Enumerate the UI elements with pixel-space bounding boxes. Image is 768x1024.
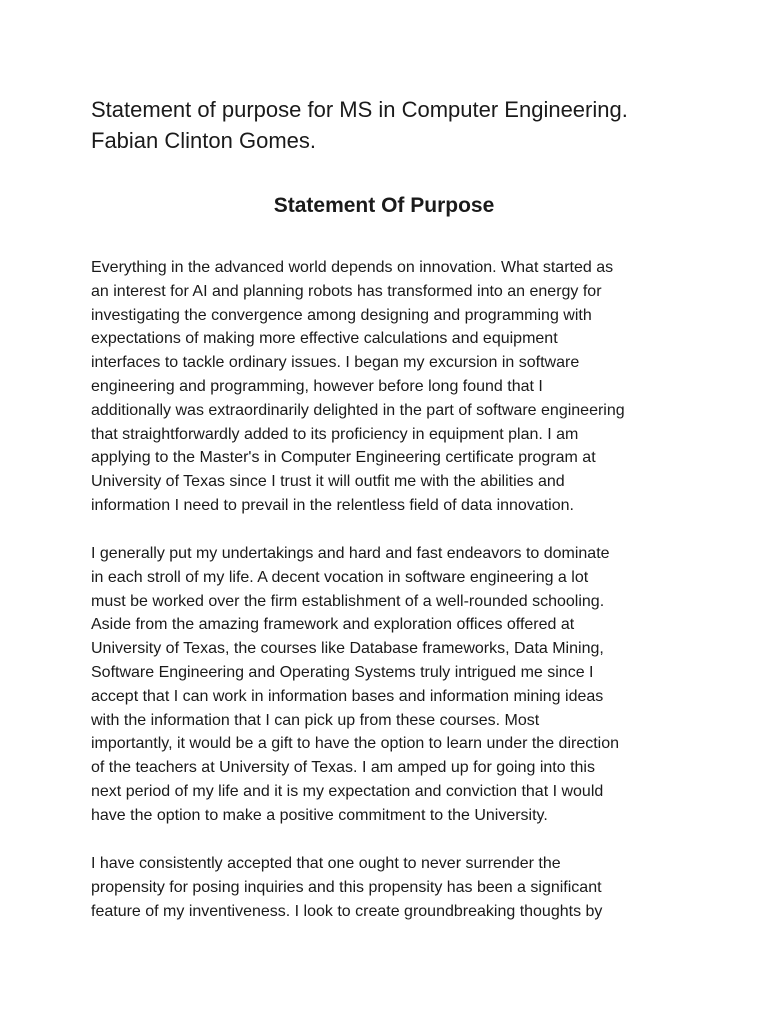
heading-line: Fabian Clinton Gomes. — [91, 128, 316, 153]
text-line: information I need to prevail in the relentless field of data innovation. — [91, 496, 574, 514]
text-line: that straightforwardly added to its proficiency in equipment plan. I am — [91, 425, 579, 443]
document-heading — [91, 94, 731, 156]
text-line: of the teachers at University of Texas. I am amped up for going into this — [91, 759, 595, 777]
text-line: University of Texas since I trust it will outfit me with the abilities and — [91, 473, 565, 491]
paragraph-3 — [91, 852, 731, 923]
text-line: an interest for AI and planning robots has transformed into an energy for — [91, 282, 602, 300]
text-line: Software Engineering and Operating Systems truly intrigued me since I — [91, 663, 594, 681]
text-line: Everything in the advanced world depends on innovation. What started as — [91, 259, 614, 276]
text-line: have the option to make a positive commitment to the University. — [91, 806, 548, 824]
text-line: additionally was extraordinarily delighted in the part of software engineering — [91, 401, 625, 419]
text-line: next period of my life and it is my expectation and conviction that I would — [91, 782, 604, 800]
text-line: propensity for posing inquiries and this propensity has been a significant — [91, 878, 602, 896]
text-line: applying to the Master's in Computer Engineering certificate program at — [91, 449, 596, 467]
text-line: expectations of making more effective calculations and equipment — [91, 330, 558, 348]
paragraph-1 — [91, 256, 731, 518]
text-line: importantly, it would be a gift to have the option to learn under the direction — [91, 735, 620, 753]
text-line: engineering and programming, however before long found that I — [91, 377, 543, 395]
text-line: interfaces to tackle ordinary issues. I began my excursion in software — [91, 354, 580, 372]
text-line: in each stroll of my life. A decent vocation in software engineering a lot — [91, 568, 589, 586]
text-line: investigating the convergence among designing and programming with — [91, 306, 592, 324]
text-line: University of Texas, the courses like Database frameworks, Data Mining, — [91, 640, 604, 658]
text-line: must be worked over the firm establishment of a well-rounded schooling. — [91, 592, 605, 610]
text-line: I generally put my undertakings and hard and fast endeavors to dominate — [91, 545, 610, 562]
heading-line: Statement of purpose for MS in Computer Engineering. — [91, 97, 628, 122]
text-line: Aside from the amazing framework and exploration offices offered at — [91, 616, 575, 634]
text-line: I have consistently accepted that one ought to never surrender the — [91, 855, 561, 872]
text-line: with the information that I can pick up from these courses. Most — [91, 711, 540, 729]
text-line: accept that I can work in information bases and information mining ideas — [91, 687, 604, 705]
document-title: Statement Of Purpose — [273, 194, 495, 217]
text-line: feature of my inventiveness. I look to create groundbreaking thoughts by — [91, 902, 603, 920]
paragraph-2 — [91, 542, 731, 828]
